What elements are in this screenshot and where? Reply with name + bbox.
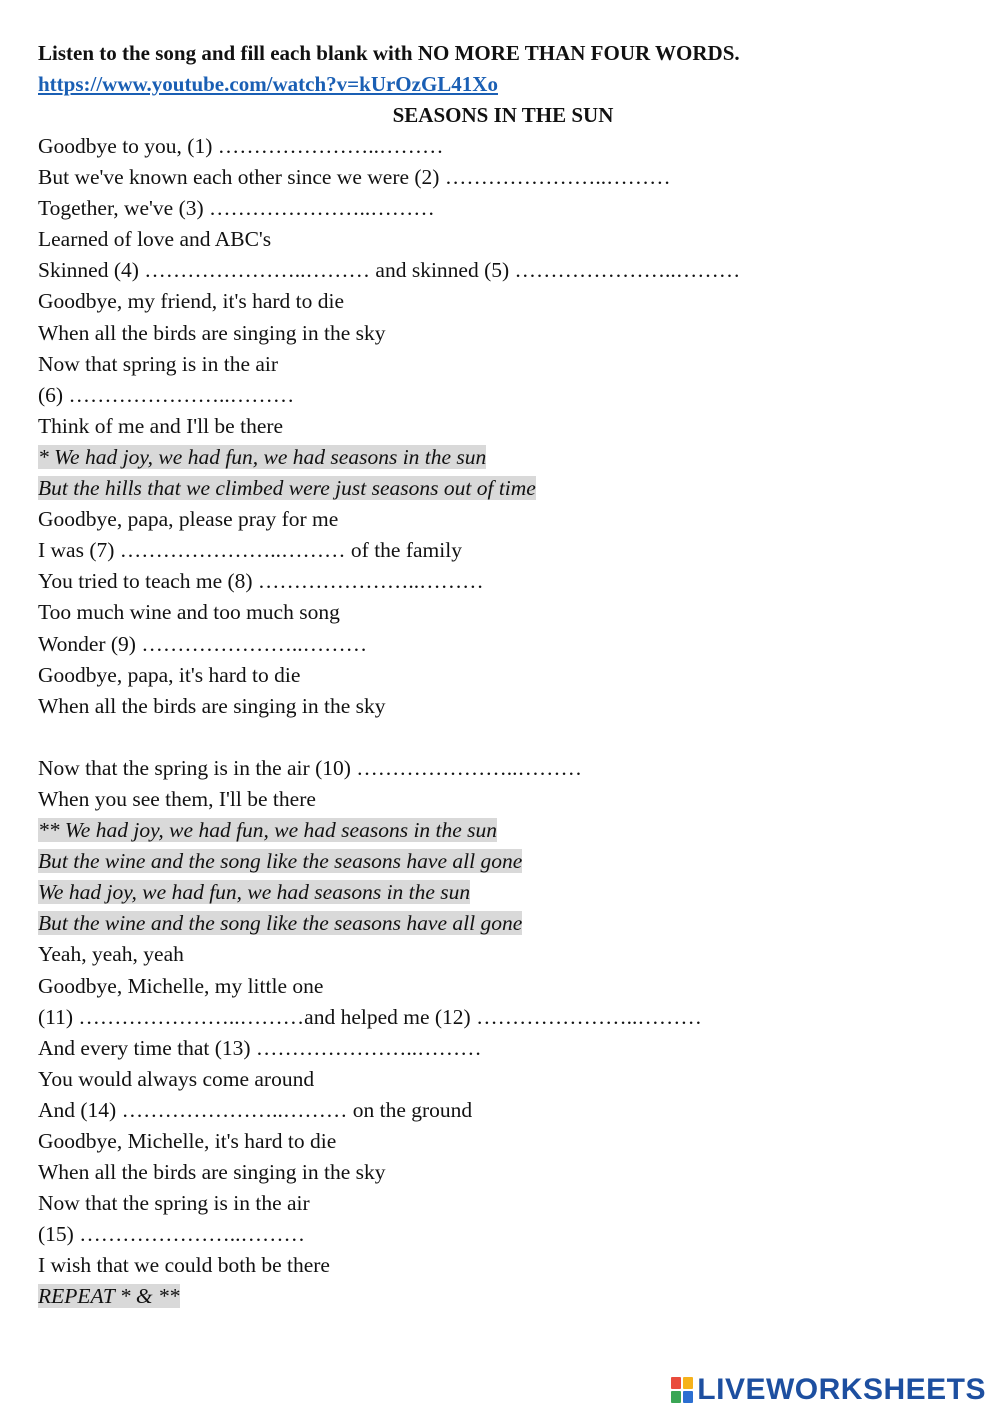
lyric-text: And (14) …………………..……… on the ground	[38, 1097, 473, 1122]
worksheet-page	[38, 38, 968, 1313]
lyric-text: Skinned (4) …………………..……… and skinned (5) …………………..………	[38, 258, 741, 283]
lyric-text: (6) …………………..………	[38, 382, 295, 407]
lyric-text: You tried to teach me (8) …………………..………	[38, 569, 484, 594]
lyric-line	[38, 939, 968, 970]
lyric-line	[38, 255, 968, 286]
liveworksheets-logo	[671, 1372, 986, 1408]
lyric-text: When all the birds are singing in the sky	[38, 693, 386, 718]
lyric-text: Too much wine and too much song	[38, 600, 340, 625]
lyric-text: Now that the spring is in the air	[38, 1191, 310, 1216]
lyric-text: Goodbye to you, (1) …………………..………	[38, 134, 444, 158]
lyric-line	[38, 535, 968, 566]
lyric-text: Yeah, yeah, yeah	[38, 942, 184, 967]
logo-text: LIVEWORKSHEETS	[697, 1373, 986, 1406]
lyric-line	[38, 193, 968, 224]
lyric-line	[38, 1157, 968, 1188]
lyric-line	[38, 1126, 968, 1157]
chorus-line	[38, 1281, 968, 1312]
youtube-link[interactable]: https://www.youtube.com/watch?v=kUrOzGL41Xo	[38, 72, 498, 96]
lyric-line	[38, 318, 968, 349]
lyric-line	[38, 597, 968, 628]
lyric-text: (15) …………………..………	[38, 1222, 305, 1247]
lyric-line	[38, 753, 968, 784]
lyric-text: Learned of love and ABC's	[38, 227, 272, 252]
lyric-line	[38, 691, 968, 722]
lyrics	[38, 131, 968, 1313]
lyric-text: I wish that we could both be there	[38, 1253, 330, 1278]
lyric-line	[38, 784, 968, 815]
lyric-text: Goodbye, Michelle, it's hard to die	[38, 1129, 337, 1153]
spacer-line	[38, 722, 968, 753]
lyric-text: (11) …………………..………and helped me (12) …………………..………	[38, 1004, 702, 1029]
chorus-line	[38, 877, 968, 908]
lyric-line	[38, 504, 968, 535]
lyric-text: Together, we've (3) …………………..………	[38, 196, 435, 221]
lyric-text: Now that spring is in the air	[38, 351, 279, 376]
instructions: Listen to the song and fill each blank with NO MORE THAN FOUR WORDS.	[38, 41, 740, 65]
lyric-line	[38, 1250, 968, 1281]
lyric-text: Goodbye, Michelle, my little one	[38, 973, 324, 998]
lyric-text: But the wine and the song like the seasons have all gone	[38, 849, 523, 874]
chorus-line	[38, 473, 968, 504]
lyric-line	[38, 1188, 968, 1219]
lyric-text: But we've known each other since we were (2) …………………..………	[38, 165, 671, 190]
liveworksheets-logo-icon	[671, 1377, 693, 1403]
lyric-line	[38, 349, 968, 380]
lyric-text: But the hills that we climbed were just seasons out of time	[38, 476, 536, 501]
lyric-text: We had joy, we had fun, we had seasons in the sun	[38, 880, 471, 905]
lyric-line	[38, 286, 968, 317]
lyric-line	[38, 1033, 968, 1064]
lyric-text: When you see them, I'll be there	[38, 786, 316, 811]
lyric-text: When all the birds are singing in the sky	[38, 1160, 386, 1185]
lyric-text: Think of me and I'll be there	[38, 413, 284, 438]
lyric-text: * We had joy, we had fun, we had seasons in the sun	[38, 444, 487, 469]
chorus-line	[38, 908, 968, 939]
lyric-line	[38, 1095, 968, 1126]
lyric-line	[38, 1064, 968, 1095]
chorus-line	[38, 815, 968, 846]
chorus-line	[38, 846, 968, 877]
lyric-text: ** We had joy, we had fun, we had seasons in the sun	[38, 818, 498, 843]
chorus-line	[38, 442, 968, 473]
lyric-text: Now that the spring is in the air (10) …………………..………	[38, 755, 583, 780]
lyric-line	[38, 971, 968, 1002]
lyric-text: Goodbye, papa, it's hard to die	[38, 662, 301, 687]
lyric-line	[38, 629, 968, 660]
lyric-line	[38, 162, 968, 193]
lyric-text: REPEAT * & **	[38, 1284, 180, 1309]
lyric-text: Wonder (9) …………………..………	[38, 631, 368, 656]
lyric-text: Goodbye, my friend, it's hard to die	[38, 289, 345, 314]
lyric-line	[38, 380, 968, 411]
lyric-text: You would always come around	[38, 1066, 315, 1091]
lyric-line	[38, 411, 968, 442]
lyric-text: And every time that (13) …………………..………	[38, 1035, 482, 1060]
lyric-line	[38, 131, 968, 162]
lyric-text: I was (7) …………………..……… of the family	[38, 538, 462, 563]
lyric-line	[38, 566, 968, 597]
song-title: SEASONS IN THE SUN	[392, 103, 614, 127]
lyric-line	[38, 224, 968, 255]
lyric-text: Goodbye, papa, please pray for me	[38, 507, 339, 532]
lyric-text: When all the birds are singing in the sky	[38, 320, 386, 345]
lyric-line	[38, 1219, 968, 1250]
lyric-text: But the wine and the song like the seasons have all gone	[38, 911, 523, 936]
lyric-line	[38, 660, 968, 691]
lyric-line	[38, 1002, 968, 1033]
